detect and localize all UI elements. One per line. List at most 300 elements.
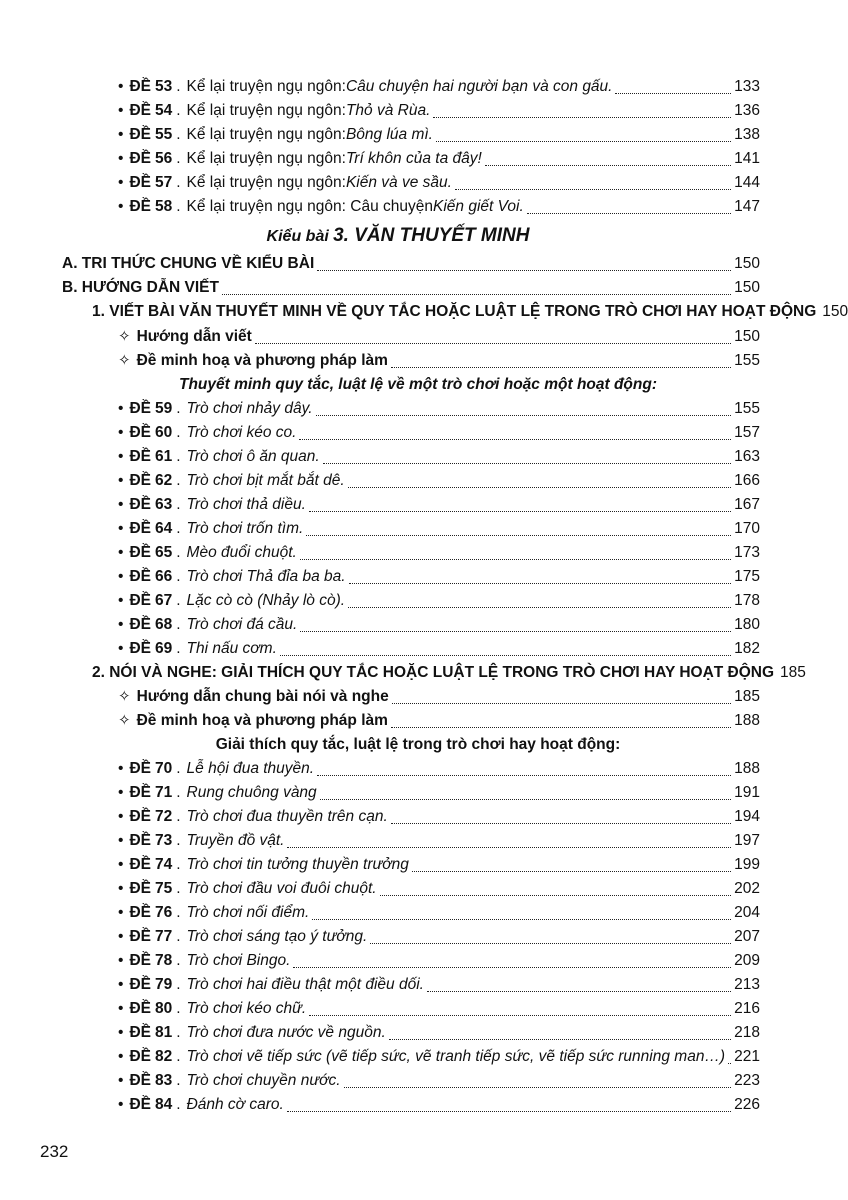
entry-lead xyxy=(118,197,524,217)
de-number: 70 xyxy=(154,760,173,777)
entry-prefix: Kể lại truyện ngụ ngôn: xyxy=(186,174,346,191)
separator: . xyxy=(176,640,181,657)
entry-title: Kiến và ve sầu. xyxy=(345,174,452,191)
de-label: ĐỀ xyxy=(129,952,151,969)
de-label: ĐỀ xyxy=(129,1024,151,1041)
de-label: ĐỀ xyxy=(129,976,151,993)
diamond-icon: ✧ xyxy=(118,712,131,729)
entry-title: Câu chuyện hai người bạn và con gấu. xyxy=(345,78,613,95)
bullet-icon: • xyxy=(118,640,124,657)
bullet-icon: • xyxy=(118,760,124,777)
de-number: 53 xyxy=(154,78,173,95)
entry-lead xyxy=(118,975,424,995)
de-number: 81 xyxy=(154,1024,173,1041)
dot-leader xyxy=(222,294,731,295)
entry-title: Trò chơi ô ăn quan. xyxy=(186,448,320,465)
bullet-icon: • xyxy=(118,448,124,465)
separator: . xyxy=(176,174,181,191)
entry-title: Thỏ và Rùa. xyxy=(345,102,431,119)
de-label: ĐỀ xyxy=(129,102,151,119)
separator: . xyxy=(176,1096,181,1113)
toc-entry xyxy=(118,1095,760,1115)
page-ref: 221 xyxy=(734,1048,760,1065)
entry-lead xyxy=(118,783,317,803)
separator: . xyxy=(176,616,181,633)
page-ref: 218 xyxy=(734,1024,760,1041)
page-ref: 144 xyxy=(734,174,760,191)
de-number: 60 xyxy=(154,424,173,441)
toc-subentry xyxy=(118,351,760,371)
page-ref: 138 xyxy=(734,126,760,143)
de-label: ĐỀ xyxy=(129,126,151,143)
de-label: ĐỀ xyxy=(129,760,151,777)
de-number: 74 xyxy=(154,856,173,873)
bullet-icon: • xyxy=(118,400,124,417)
bullet-icon: • xyxy=(118,174,124,191)
toc-entry xyxy=(118,1023,760,1043)
entry-lead xyxy=(118,149,482,169)
page-ref: 141 xyxy=(734,150,760,167)
sub-section-1-text: 1. VIẾT BÀI VĂN THUYẾT MINH VỀ QUY TẮC HOẶC LUẬT LỆ TRONG TRÒ CHƠI HAY HOẠT ĐỘNG xyxy=(92,303,817,320)
de-label: ĐỀ xyxy=(129,448,151,465)
toc-entry xyxy=(118,77,760,97)
kieu-bai-title: 3. VĂN THUYẾT MINH xyxy=(333,225,530,246)
entry-title: Trò chơi trốn tìm. xyxy=(186,520,304,537)
subentry-text: Đề minh hoạ và phương pháp làm xyxy=(136,712,388,729)
separator: . xyxy=(176,784,181,801)
toc-entry xyxy=(118,519,760,539)
section-b-text: B. HƯỚNG DẪN VIẾT xyxy=(62,279,219,296)
bullet-icon: • xyxy=(118,976,124,993)
de-label: ĐỀ xyxy=(129,1072,151,1089)
bullet-icon: • xyxy=(118,616,124,633)
bullet-icon: • xyxy=(118,904,124,921)
dot-leader xyxy=(306,535,731,536)
sub1-heading: Thuyết minh quy tắc, luật lệ về một trò chơi hoặc một hoạt động: xyxy=(178,376,658,393)
toc-subentry xyxy=(118,711,760,731)
entry-title: Trò chơi bịt mắt bắt dê. xyxy=(186,472,345,489)
entry-title: Trò chơi đua thuyền trên cạn. xyxy=(186,808,388,825)
de-number: 80 xyxy=(154,1000,173,1017)
entry-prefix: Kể lại truyện ngụ ngôn: xyxy=(186,150,346,167)
entry-lead xyxy=(118,125,433,145)
entry-lead xyxy=(118,951,290,971)
de-label: ĐỀ xyxy=(129,544,151,561)
subentry-text: Hướng dẫn viết xyxy=(136,328,252,345)
toc-entry xyxy=(118,783,760,803)
separator: . xyxy=(176,544,181,561)
entry-lead xyxy=(118,831,284,851)
entry-title: Trò chơi vẽ tiếp sức (vẽ tiếp sức, vẽ tranh tiếp sức, vẽ tiếp sức running man…) xyxy=(186,1048,726,1065)
section-a xyxy=(62,254,760,274)
separator: . xyxy=(176,568,181,585)
page-ref: 209 xyxy=(734,952,760,969)
page-number: 232 xyxy=(40,1142,69,1161)
dot-leader xyxy=(391,823,731,824)
entry-title: Trò chơi chuyền nước. xyxy=(186,1072,341,1089)
sub-section-1 xyxy=(92,302,848,322)
de-number: 78 xyxy=(154,952,173,969)
section-heading-kieu-bai xyxy=(0,226,796,247)
separator: . xyxy=(176,400,181,417)
separator: . xyxy=(176,592,181,609)
separator: . xyxy=(176,126,181,143)
de-label: ĐỀ xyxy=(129,78,151,95)
toc-entry xyxy=(118,101,760,121)
entry-prefix: Kể lại truyện ngụ ngôn: xyxy=(186,78,346,95)
de-number: 67 xyxy=(154,592,173,609)
dot-leader xyxy=(433,117,731,118)
bullet-icon: • xyxy=(118,102,124,119)
entry-title: Trò chơi đầu voi đuôi chuột. xyxy=(186,880,377,897)
dot-leader xyxy=(317,270,731,271)
toc-subentry xyxy=(118,327,760,347)
page-ref: 197 xyxy=(734,832,760,849)
kieu-bai-label: Kiểu bài xyxy=(266,228,329,245)
entry-title: Trò chơi hai điều thật một điều dối. xyxy=(186,976,424,993)
de-number: 56 xyxy=(154,150,173,167)
dot-leader xyxy=(300,559,731,560)
toc-entry xyxy=(118,447,760,467)
separator: . xyxy=(176,808,181,825)
dot-leader xyxy=(255,343,731,344)
dot-leader xyxy=(485,165,731,166)
de-label: ĐỀ xyxy=(129,174,151,191)
page-ref: 182 xyxy=(734,640,760,657)
subentry-text: Đề minh hoạ và phương pháp làm xyxy=(136,352,388,369)
separator: . xyxy=(176,1000,181,1017)
toc-entry xyxy=(118,471,760,491)
toc-entry xyxy=(118,1071,760,1091)
toc-entry xyxy=(118,1047,760,1067)
bullet-icon: • xyxy=(118,472,124,489)
toc-entry xyxy=(118,543,760,563)
separator: . xyxy=(176,928,181,945)
entry-lead xyxy=(118,999,306,1019)
bullet-icon: • xyxy=(118,126,124,143)
toc-subentry xyxy=(118,687,760,707)
toc-entry xyxy=(118,173,760,193)
de-label: ĐỀ xyxy=(129,568,151,585)
toc-entry xyxy=(118,903,760,923)
separator: . xyxy=(176,904,181,921)
entry-lead xyxy=(118,77,612,97)
de-label: ĐỀ xyxy=(129,472,151,489)
de-label: ĐỀ xyxy=(129,1048,151,1065)
entry-title: Bông lúa mì. xyxy=(345,126,433,143)
de-label: ĐỀ xyxy=(129,928,151,945)
page-ref: 213 xyxy=(734,976,760,993)
de-label: ĐỀ xyxy=(129,496,151,513)
separator: . xyxy=(176,150,181,167)
dot-leader xyxy=(455,189,731,190)
page-ref: 202 xyxy=(734,880,760,897)
entry-title: Lặc cò cò (Nhảy lò cò). xyxy=(186,592,346,609)
page-ref: 155 xyxy=(734,352,760,369)
bullet-icon: • xyxy=(118,1096,124,1113)
page-ref: 204 xyxy=(734,904,760,921)
entry-lead xyxy=(118,567,346,587)
dot-leader xyxy=(389,1039,731,1040)
subentry-lead xyxy=(118,687,389,707)
section-a-text: A. TRI THỨC CHUNG VỀ KIỂU BÀI xyxy=(62,255,315,272)
toc-entry xyxy=(118,855,760,875)
entry-lead xyxy=(118,495,306,515)
toc-entry xyxy=(118,831,760,851)
entry-title: Trò chơi đá cầu. xyxy=(186,616,298,633)
sub-section-2-text: 2. NÓI VÀ NGHE: GIẢI THÍCH QUY TẮC HOẶC LUẬT LỆ TRONG TRÒ CHƠI HAY HOẠT ĐỘNG xyxy=(92,664,775,681)
subentry-text: Hướng dẫn chung bài nói và nghe xyxy=(136,688,389,705)
de-number: 58 xyxy=(154,198,173,215)
bullet-icon: • xyxy=(118,568,124,585)
entry-lead xyxy=(118,471,345,491)
entry-lead xyxy=(118,927,367,947)
de-label: ĐỀ xyxy=(129,1096,151,1113)
separator: . xyxy=(176,78,181,95)
dot-leader xyxy=(344,1087,732,1088)
page-ref: 207 xyxy=(734,928,760,945)
de-number: 59 xyxy=(154,400,173,417)
page-ref: 157 xyxy=(734,424,760,441)
toc-entry xyxy=(118,879,760,899)
entry-lead xyxy=(118,543,297,563)
dot-leader xyxy=(527,213,731,214)
de-number: 71 xyxy=(154,784,173,801)
de-label: ĐỀ xyxy=(129,808,151,825)
entry-title: Trò chơi sáng tạo ý tưởng. xyxy=(186,928,368,945)
toc-entry xyxy=(118,951,760,971)
dot-leader xyxy=(287,1111,731,1112)
dot-leader xyxy=(348,607,731,608)
entry-title: Kiến giết Voi. xyxy=(433,198,524,215)
bullet-icon: • xyxy=(118,424,124,441)
de-label: ĐỀ xyxy=(129,150,151,167)
toc-entry xyxy=(118,567,760,587)
page-ref: 155 xyxy=(734,400,760,417)
section-b xyxy=(62,278,760,298)
entry-lead xyxy=(118,855,409,875)
bullet-icon: • xyxy=(118,592,124,609)
dot-leader xyxy=(348,487,731,488)
toc-entry xyxy=(118,495,760,515)
entry-lead xyxy=(118,1047,725,1067)
de-number: 73 xyxy=(154,832,173,849)
de-number: 83 xyxy=(154,1072,173,1089)
entry-lead xyxy=(118,639,277,659)
dot-leader xyxy=(309,1015,731,1016)
diamond-icon: ✧ xyxy=(118,688,131,705)
entry-title: Trò chơi kéo co. xyxy=(186,424,297,441)
dot-leader xyxy=(380,895,732,896)
page-ref: 180 xyxy=(734,616,760,633)
separator: . xyxy=(176,472,181,489)
bullet-icon: • xyxy=(118,784,124,801)
entry-lead xyxy=(118,173,452,193)
entry-title: Lễ hội đua thuyền. xyxy=(186,760,315,777)
de-number: 66 xyxy=(154,568,173,585)
separator: . xyxy=(176,760,181,777)
de-number: 57 xyxy=(154,174,173,191)
page-ref: 150 xyxy=(734,255,760,272)
page-ref: 170 xyxy=(734,520,760,537)
separator: . xyxy=(176,832,181,849)
dot-leader xyxy=(312,919,731,920)
page-ref: 226 xyxy=(734,1096,760,1113)
toc-entry xyxy=(118,149,760,169)
de-label: ĐỀ xyxy=(129,880,151,897)
page-ref: 223 xyxy=(734,1072,760,1089)
separator: . xyxy=(176,102,181,119)
de-number: 68 xyxy=(154,616,173,633)
dot-leader xyxy=(391,727,731,728)
de-label: ĐỀ xyxy=(129,784,151,801)
bullet-icon: • xyxy=(118,808,124,825)
entry-title: Rung chuông vàng xyxy=(186,784,317,801)
entry-title: Đánh cờ caro. xyxy=(186,1096,284,1113)
separator: . xyxy=(176,952,181,969)
dot-leader xyxy=(436,141,731,142)
page-ref: 133 xyxy=(734,78,760,95)
page-ref: 191 xyxy=(734,784,760,801)
de-label: ĐỀ xyxy=(129,832,151,849)
bullet-icon: • xyxy=(118,1072,124,1089)
subentry-lead xyxy=(118,327,252,347)
entry-title: Trò chơi đưa nước về nguồn. xyxy=(186,1024,386,1041)
bullet-icon: • xyxy=(118,198,124,215)
page-ref: 188 xyxy=(734,760,760,777)
de-number: 82 xyxy=(154,1048,173,1065)
de-number: 75 xyxy=(154,880,173,897)
toc-entry xyxy=(118,399,760,419)
toc-entry xyxy=(118,197,760,217)
page-ref: 194 xyxy=(734,808,760,825)
dot-leader xyxy=(615,93,731,94)
page-ref: 166 xyxy=(734,472,760,489)
separator: . xyxy=(176,1072,181,1089)
de-number: 64 xyxy=(154,520,173,537)
entry-prefix: Kể lại truyện ngụ ngôn: xyxy=(186,102,346,119)
bullet-icon: • xyxy=(118,856,124,873)
bullet-icon: • xyxy=(118,880,124,897)
dot-leader xyxy=(370,943,731,944)
page-ref: 150 xyxy=(822,303,848,320)
toc-entry xyxy=(118,927,760,947)
de-label: ĐỀ xyxy=(129,1000,151,1017)
diamond-icon: ✧ xyxy=(118,352,131,369)
de-label: ĐỀ xyxy=(129,424,151,441)
page-ref: 188 xyxy=(734,712,760,729)
entry-lead xyxy=(118,399,313,419)
entry-title: Trò chơi thả diều. xyxy=(186,496,306,513)
toc-entry xyxy=(118,639,760,659)
page-ref: 136 xyxy=(734,102,760,119)
dot-leader xyxy=(392,703,731,704)
dot-leader xyxy=(412,871,731,872)
subentry-lead xyxy=(118,351,388,371)
page-ref: 185 xyxy=(734,688,760,705)
dot-leader xyxy=(280,655,731,656)
entry-lead xyxy=(118,591,345,611)
toc-entry xyxy=(118,759,760,779)
entry-lead xyxy=(118,1095,284,1115)
de-number: 55 xyxy=(154,126,173,143)
separator: . xyxy=(176,856,181,873)
entry-lead xyxy=(118,807,388,827)
subentry-lead xyxy=(118,711,388,731)
bullet-icon: • xyxy=(118,832,124,849)
de-number: 61 xyxy=(154,448,173,465)
entry-title: Trò chơi Bingo. xyxy=(186,952,291,969)
entry-title: Trò chơi nhảy dây. xyxy=(186,400,313,417)
entry-title: Trò chơi kéo chữ. xyxy=(186,1000,307,1017)
dot-leader xyxy=(299,439,731,440)
de-number: 84 xyxy=(154,1096,173,1113)
toc-entry xyxy=(118,423,760,443)
de-number: 63 xyxy=(154,496,173,513)
dot-leader xyxy=(317,775,731,776)
bullet-icon: • xyxy=(118,1024,124,1041)
entry-title: Trí khôn của ta đây! xyxy=(345,150,482,167)
toc-entry xyxy=(118,999,760,1019)
dot-leader xyxy=(309,511,731,512)
entry-lead xyxy=(118,519,303,539)
bullet-icon: • xyxy=(118,952,124,969)
de-number: 72 xyxy=(154,808,173,825)
entry-title: Thi nấu cơm. xyxy=(186,640,277,657)
separator: . xyxy=(176,976,181,993)
de-number: 65 xyxy=(154,544,173,561)
entry-lead xyxy=(118,615,297,635)
entry-title: Mèo đuổi chuột. xyxy=(186,544,297,561)
bullet-icon: • xyxy=(118,78,124,95)
de-number: 54 xyxy=(154,102,173,119)
entry-lead xyxy=(118,879,377,899)
separator: . xyxy=(176,520,181,537)
separator: . xyxy=(176,198,181,215)
dot-leader xyxy=(427,991,731,992)
de-number: 69 xyxy=(154,640,173,657)
bullet-icon: • xyxy=(118,150,124,167)
dot-leader xyxy=(349,583,732,584)
de-label: ĐỀ xyxy=(129,592,151,609)
entry-lead xyxy=(118,759,314,779)
toc-entry xyxy=(118,591,760,611)
bullet-icon: • xyxy=(118,520,124,537)
entry-lead xyxy=(118,447,320,467)
bullet-icon: • xyxy=(118,496,124,513)
page-ref: 199 xyxy=(734,856,760,873)
page-ref: 185 xyxy=(780,664,806,681)
toc-entry xyxy=(118,807,760,827)
dot-leader xyxy=(300,631,731,632)
de-label: ĐỀ xyxy=(129,856,151,873)
entry-title: Trò chơi tin tưởng thuyền trưởng xyxy=(186,856,409,873)
entry-prefix: Kể lại truyện ngụ ngôn: Câu chuyện xyxy=(186,198,433,215)
page-ref: 178 xyxy=(734,592,760,609)
de-label: ĐỀ xyxy=(129,400,151,417)
de-number: 62 xyxy=(154,472,173,489)
bullet-icon: • xyxy=(118,1000,124,1017)
separator: . xyxy=(176,880,181,897)
page-ref: 167 xyxy=(734,496,760,513)
dot-leader xyxy=(287,847,731,848)
entry-lead xyxy=(118,423,296,443)
page-ref: 150 xyxy=(734,279,760,296)
separator: . xyxy=(176,448,181,465)
page-ref: 150 xyxy=(734,328,760,345)
dot-leader xyxy=(293,967,731,968)
bullet-icon: • xyxy=(118,928,124,945)
